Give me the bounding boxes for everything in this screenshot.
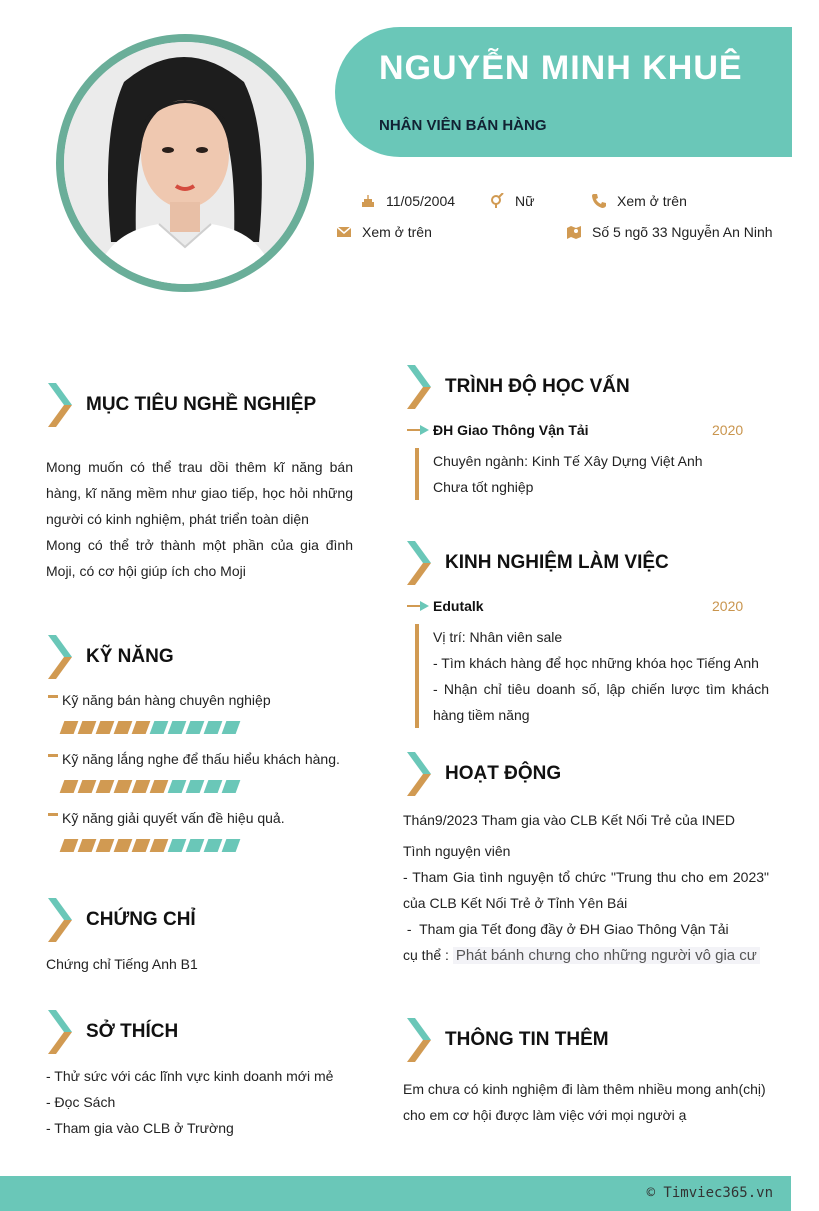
skill-segment-filled <box>150 780 169 793</box>
hobby-item: - Thử sức với các lĩnh vực kinh doanh mới mẻ <box>46 1068 334 1084</box>
skill-segment-filled <box>78 839 97 852</box>
profile-photo <box>56 34 314 292</box>
activity-line: - Tham Gia tình nguyện tổ chức "Trung thu cho em 2023" của CLB Kết Nối Trẻ ở Tỉnh Yên Bái <box>403 869 769 911</box>
skill-segment-filled <box>78 721 97 734</box>
skill-segment-filled <box>132 780 151 793</box>
email-value: Xem ở trên <box>362 224 432 240</box>
experience-duty: - Nhận chỉ tiêu doanh số, lập chiến lược tìm khách hàng tiềm năng <box>433 681 769 723</box>
skills-heading <box>46 635 174 679</box>
certificates-heading <box>46 898 196 942</box>
skill-segment-filled <box>114 839 133 852</box>
cake-icon <box>360 193 376 209</box>
chevron-icon <box>405 365 433 409</box>
chevron-icon <box>46 1010 74 1054</box>
skill-segment-empty <box>204 780 223 793</box>
gender-value: Nữ <box>515 193 535 209</box>
activity-highlight: Phát bánh chưng cho những người vô gia cư <box>453 947 760 964</box>
skill-segment-filled <box>114 780 133 793</box>
skill-segment-filled <box>78 780 97 793</box>
objective-text <box>46 454 353 584</box>
gender-info <box>489 193 534 209</box>
skill-bar-1 <box>62 721 238 734</box>
activity-line: - Tham gia Tết đong đầy ở ĐH Giao Thông Vận Tải <box>403 921 729 937</box>
education-year: 2020 <box>712 422 744 438</box>
skill-segment-filled <box>96 721 115 734</box>
address-info <box>566 224 773 240</box>
education-row <box>407 422 589 438</box>
skill-bar-2 <box>62 780 238 793</box>
skill-segment-empty <box>186 839 205 852</box>
education-status: Chưa tốt nghiệp <box>433 479 534 495</box>
hobby-item: - Đọc Sách <box>46 1094 116 1110</box>
experience-divider <box>415 624 419 728</box>
skill-segment-empty <box>168 721 187 734</box>
experience-duty: - Tìm khách hàng để học những khóa học Tiếng Anh <box>433 655 759 671</box>
education-title: TRÌNH ĐỘ HỌC VẤN <box>445 376 630 397</box>
experience-row <box>407 598 484 614</box>
activity-line: Tình nguyện viên <box>403 843 511 859</box>
experience-role: Vị trí: Nhân viên sale <box>433 629 563 645</box>
activity-line: Thán9/2023 Tham gia vào CLB Kết Nối Trẻ của INED <box>403 812 736 828</box>
arrow-right-icon <box>407 601 429 611</box>
education-details <box>433 448 773 500</box>
footer-copyright: © Timviec365.vn <box>646 1185 773 1201</box>
skill-label-2: Kỹ năng lắng nghe để thấu hiểu khách hàng. <box>48 751 340 767</box>
experience-details <box>433 624 769 728</box>
objective-heading <box>46 383 316 427</box>
hobbies-list <box>46 1063 366 1141</box>
skill-segment-filled <box>96 839 115 852</box>
skill-label-1: Kỹ năng bán hàng chuyên nghiệp <box>48 692 271 708</box>
skill-bar-3 <box>62 839 238 852</box>
phone-info <box>591 193 687 209</box>
skill-segment-empty <box>186 780 205 793</box>
footer-bar <box>0 1176 791 1211</box>
mail-icon <box>336 224 352 240</box>
skill-label-3: Kỹ năng giải quyết vấn đề hiệu quả. <box>48 810 285 826</box>
skill-segment-filled <box>114 721 133 734</box>
chevron-icon <box>405 752 433 796</box>
skill-segment-filled <box>60 839 79 852</box>
hobby-item: - Tham gia vào CLB ở Trường <box>46 1120 234 1136</box>
address-value: Số 5 ngõ 33 Nguyễn An Ninh <box>592 224 773 240</box>
map-icon <box>566 224 582 240</box>
activities-text <box>403 807 769 969</box>
skill-segment-empty <box>186 721 205 734</box>
activities-title: HOẠT ĐỘNG <box>445 763 562 784</box>
experience-year: 2020 <box>712 598 744 614</box>
skill-segment-filled <box>60 780 79 793</box>
skill-segment-empty <box>222 839 241 852</box>
arrow-right-icon <box>407 425 429 435</box>
certificates-title: CHỨNG CHỈ <box>86 909 196 930</box>
phone-icon <box>591 193 607 209</box>
extra-text: Em chưa có kinh nghiệm đi làm thêm nhiều mong anh(chị) cho em cơ hội được làm việc với mọi người ạ <box>403 1081 766 1123</box>
objective-line-1: Mong muốn có thể trau dồi thêm kĩ năng bán hàng, kĩ năng mềm như giao tiếp, học hỏi những người có kinh nghiệm, phát triển toàn diện <box>46 459 353 527</box>
activity-line-detail: cụ thể : Phát bánh chưng cho những người vô gia cư <box>403 942 769 969</box>
activities-heading <box>405 752 561 796</box>
name-banner <box>335 27 792 157</box>
birthday-value: 11/05/2004 <box>386 193 456 209</box>
certificates-text: Chứng chỉ Tiếng Anh B1 <box>46 956 198 972</box>
extra-title: THÔNG TIN THÊM <box>445 1029 609 1050</box>
school-name: ĐH Giao Thông Vận Tải <box>433 422 589 438</box>
skill-segment-empty <box>168 780 187 793</box>
skill-segment-empty <box>150 721 169 734</box>
experience-title: KINH NGHIỆM LÀM VIỆC <box>445 552 669 573</box>
portrait-illustration <box>64 42 306 284</box>
objective-line-2: Mong có thể trở thành một phần của gia đình Moji, có cơ hội giúp ích cho Moji <box>46 537 353 579</box>
chevron-icon <box>405 1018 433 1062</box>
education-major: Chuyên ngành: Kinh Tế Xây Dựng Việt Anh <box>433 453 703 469</box>
skill-segment-filled <box>96 780 115 793</box>
education-divider <box>415 448 419 500</box>
hobbies-title: SỞ THÍCH <box>86 1021 179 1042</box>
experience-heading <box>405 541 669 585</box>
chevron-icon <box>46 898 74 942</box>
candidate-name: NGUYỄN MINH KHUÊ <box>379 49 743 87</box>
objective-title: MỤC TIÊU NGHỀ NGHIỆP <box>86 394 317 415</box>
skill-segment-empty <box>222 721 241 734</box>
skill-segment-filled <box>150 839 169 852</box>
skill-segment-empty <box>204 839 223 852</box>
skills-title: KỸ NĂNG <box>86 646 174 667</box>
candidate-position: NHÂN VIÊN BÁN HÀNG <box>379 117 547 134</box>
extra-heading <box>405 1018 609 1062</box>
skill-segment-filled <box>132 721 151 734</box>
skill-segment-filled <box>132 839 151 852</box>
chevron-icon <box>46 635 74 679</box>
email-info <box>336 224 432 240</box>
skill-segment-empty <box>168 839 187 852</box>
birthday-info <box>360 193 455 209</box>
skill-segment-empty <box>222 780 241 793</box>
chevron-icon <box>405 541 433 585</box>
chevron-icon <box>46 383 74 427</box>
skill-segment-empty <box>204 721 223 734</box>
skill-segment-filled <box>60 721 79 734</box>
hobbies-heading <box>46 1010 178 1054</box>
gender-icon <box>489 193 505 209</box>
company-name: Edutalk <box>433 598 484 614</box>
education-heading <box>405 365 630 409</box>
phone-value: Xem ở trên <box>617 193 687 209</box>
